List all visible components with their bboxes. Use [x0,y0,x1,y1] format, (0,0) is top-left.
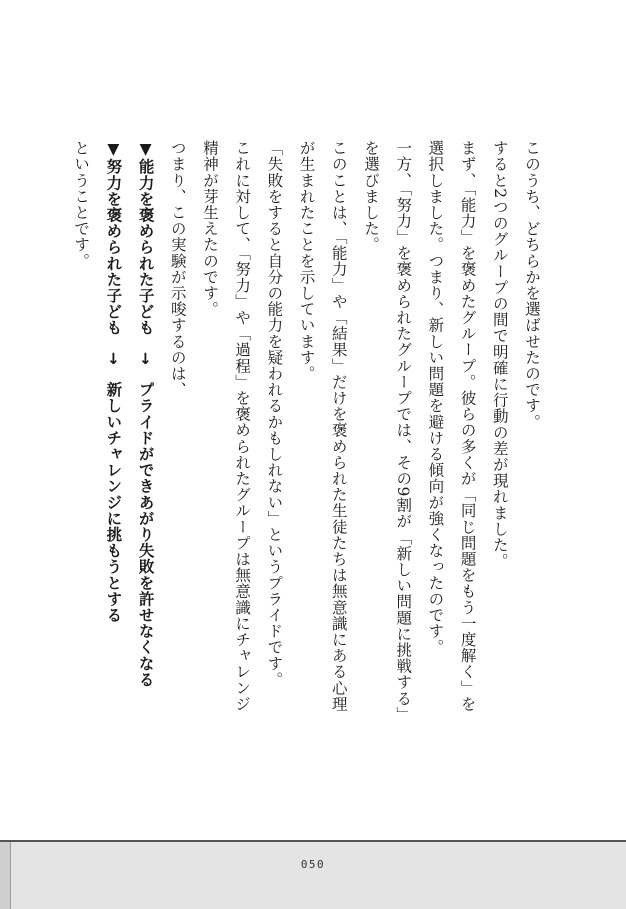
text-line: このことは、「能力」や「結果」だけを褒められた生徒たちは無意識にある心理 [329,140,348,712]
text-line: まず、「能力」を褒めたグループ。彼らの多くが「同じ問題をもう一度解く」を [458,140,477,712]
bullet-line: ▼努力を褒められた子ども → 新しいチャレンジに挑もうとする [104,140,123,623]
text-line: 精神が芽生えたのです。 [200,140,219,318]
text-line: 「失敗をすると自分の能力を疑われるかもしれない」というプライドです。 [265,140,284,688]
footer-spine [0,842,11,909]
bullet-line: ▼能力を褒められた子ども → プライドができあがり失敗を許せなくなる [136,140,155,688]
page-footer [0,840,626,909]
text-line: を選びました。 [361,140,380,253]
text-line: ということです。 [72,140,91,269]
text-line: 一方、「努力」を褒められたグループでは、その9割が「新しい問題に挑戦する」 [394,140,413,723]
vertical-text-block [65,140,548,780]
page-number: 050 [300,858,326,871]
text-line: これに対して、「努力」や「過程」を褒められたグループは無意識にチャレンジ [233,140,252,712]
text-line: つまり、この実験が示唆するのは、 [168,140,187,398]
text-line: このうち、どちらかを選ばせたのです。 [523,140,541,430]
text-line: 選択しました。つまり、新しい問題を避ける傾向が強くなったのです。 [426,140,445,656]
text-line: すると2つのグループの間で明確に行動の差が現れました。 [490,140,509,570]
text-line: が生まれたことを示しています。 [297,140,316,382]
